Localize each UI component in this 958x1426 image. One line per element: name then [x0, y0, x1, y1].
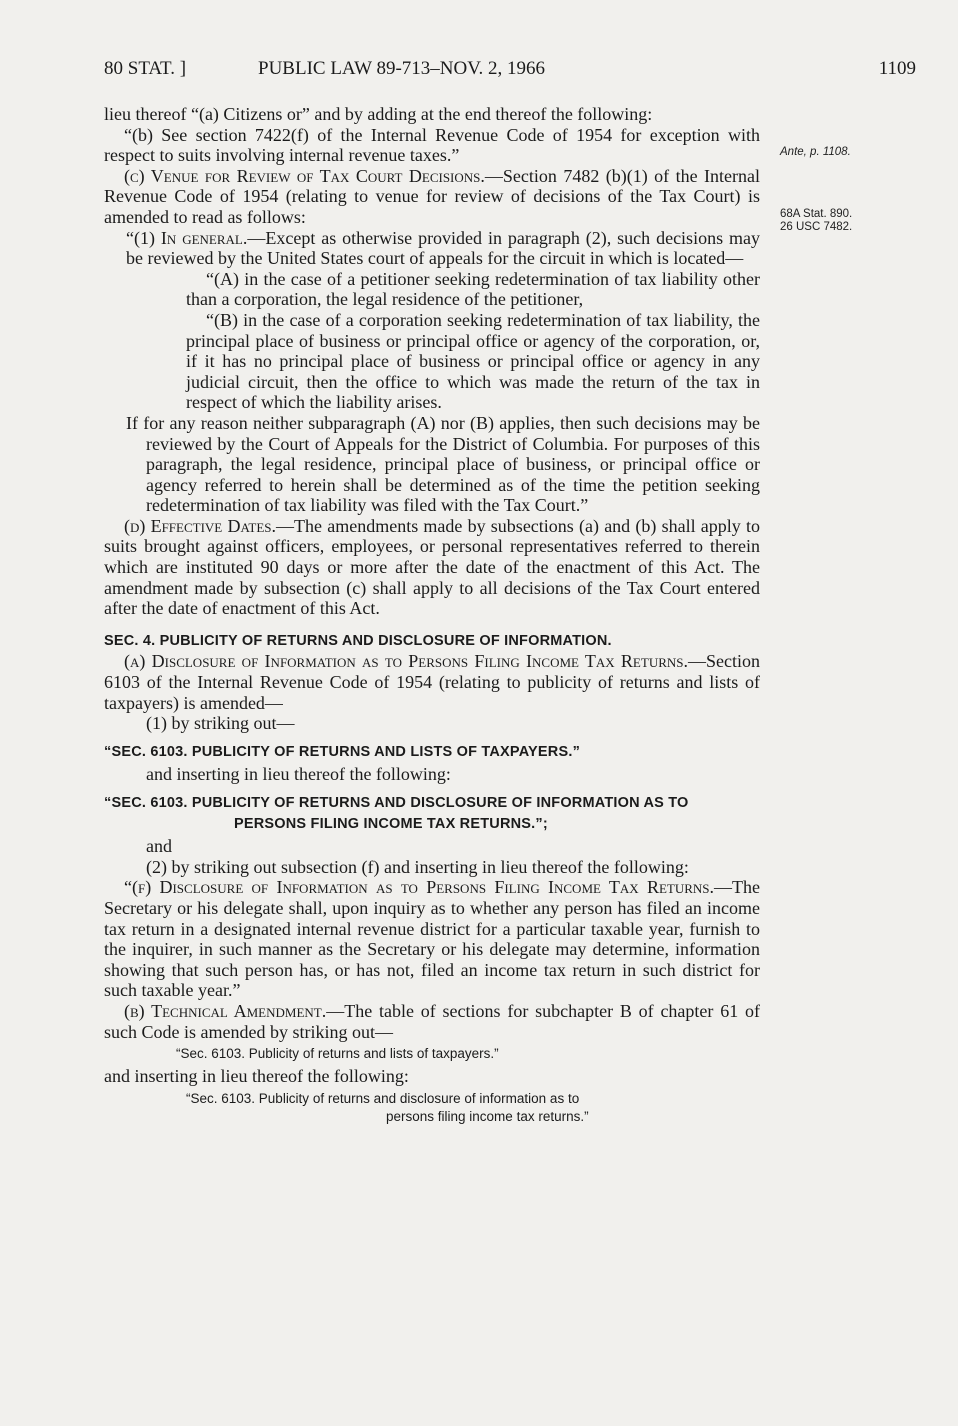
- document-body: [104, 104, 760, 1129]
- margin-note-text: Ante, p. 1108.: [780, 146, 851, 158]
- quoted-table-entry: “Sec. 6103. Publicity of returns and lists of taxpayers.”: [176, 1046, 499, 1062]
- paragraph: [104, 1001, 760, 1042]
- paragraph: If for any reason neither subparagraph (A) nor (B) applies, then such decisions may be reviewed by the Court of Appeals for the District of Columbia. For purposes of this paragraph, the legal residence, principal place of business, or principal office or agency referred to herein shall be determined as of the time the petition seeking redetermination of tax liability was filed with the Tax Court.”: [126, 412, 760, 516]
- quote-line: “Sec. 6103. Publicity of returns and disclosure of information as to: [186, 1090, 580, 1106]
- subsection-heading: (d) Effective Dates.: [124, 515, 277, 536]
- paragraph: [104, 166, 760, 228]
- quoted-section-heading: “SEC. 6103. PUBLICITY OF RETURNS AND DISCLOSURE OF INFORMATION AS TO PERSONS FILING INCOME TAX RETURNS.”;: [104, 795, 689, 832]
- margin-note-stat: [780, 208, 930, 234]
- law-title: PUBLIC LAW 89-713–NOV. 2, 1966: [258, 58, 546, 79]
- margin-note-line: 68A Stat. 890.: [780, 208, 853, 220]
- margin-note-line: 26 USC 7482.: [780, 221, 853, 233]
- statute-reference: 80 STAT. ]: [104, 58, 187, 79]
- paragraph-text: —Except as otherwise provided in paragraph (2), such decisions may be reviewed by the United States court of appeals for the circuit in which is located—: [126, 227, 760, 269]
- paragraph-text: —The amendments made by subsections (a) and (b) shall apply to suits brought against officers, employees, or personal representatives referred to therein which are instituted 90 days or more after the date of the enactment of this Act. The amendment made by subsection (c) shall apply to all decisions of the Tax Court entered after the date of enactment of this Act.: [104, 515, 760, 619]
- paragraph-text: —The table of sections for subchapter B of chapter 61 of such Code is amended by striking out—: [104, 1000, 760, 1042]
- subsection-heading: “(1) In general.: [126, 227, 248, 248]
- paragraph: “(B) in the case of a corporation seeking redetermination of tax liability, the principal place of business or principal office or agency of the corporation, or, if it has no principal place of business or principal office or agency in any judicial circuit, then the office to which was made the return of the tax in respect of which the liability arises.: [186, 309, 760, 413]
- quote-line: persons filing income tax returns.”: [386, 1108, 589, 1124]
- paragraph: and inserting in lieu thereof the following:: [146, 764, 451, 785]
- paragraph: and inserting in lieu thereof the following:: [104, 1066, 409, 1087]
- paragraph: [104, 516, 760, 619]
- paragraph: [104, 877, 760, 1001]
- subsection-heading: (c) Venue for Review of Tax Court Decisions.: [124, 165, 485, 186]
- page-number: 1109: [878, 58, 916, 79]
- paragraph-text: —Section 6103 of the Internal Revenue Code of 1954 (relating to publicity of returns and lists of taxpayers) is amended—: [104, 651, 760, 713]
- subsection-heading: (a) Disclosure of Information as to Persons Filing Income Tax Returns.: [124, 651, 688, 672]
- paragraph-text: —The Secretary or his delegate shall, upon inquiry as to whether any person has filed an income tax return in a designated internal revenue district for a particular taxable year, furnish to the inquirer, in such manner as the Secretary or his delegate may determine, information showing that such person has, or has not, filed an income tax return in such district for such taxable year.”: [104, 877, 760, 1001]
- paragraph: (2) by striking out subsection (f) and inserting in lieu thereof the following:: [146, 856, 689, 877]
- quoted-table-entry: [104, 1090, 760, 1126]
- paragraph: [104, 651, 760, 713]
- quoted-section-heading: “SEC. 6103. PUBLICITY OF RETURNS AND LISTS OF TAXPAYERS.”: [104, 743, 581, 760]
- section-heading: SEC. 4. PUBLICITY OF RETURNS AND DISCLOSURE OF INFORMATION.: [104, 632, 612, 649]
- page-header: [104, 58, 916, 86]
- subsection-heading: “(f) Disclosure of Information as to Persons Filing Income Tax Returns.: [124, 877, 715, 898]
- paragraph: “(b) See section 7422(f) of the Internal Revenue Code of 1954 for exception with respect to suits involving internal revenue taxes.”: [104, 124, 760, 166]
- paragraph: “(A) in the case of a petitioner seeking redetermination of tax liability other than a corporation, the legal residence of the petitioner,: [186, 268, 760, 310]
- paragraph: lieu thereof “(a) Citizens or” and by adding at the end thereof the following:: [104, 104, 653, 124]
- paragraph: (1) by striking out—: [146, 713, 295, 734]
- margin-note-ante: [780, 146, 930, 159]
- subsection-heading: (b) Technical Amendment.: [124, 1000, 327, 1021]
- paragraph: [104, 228, 760, 269]
- paragraph-text: —Section 7482 (b)(1) of the Internal Revenue Code of 1954 (relating to venue for review of decisions of the Tax Court) is amended to read as follows:: [104, 165, 761, 227]
- paragraph: and: [146, 836, 172, 857]
